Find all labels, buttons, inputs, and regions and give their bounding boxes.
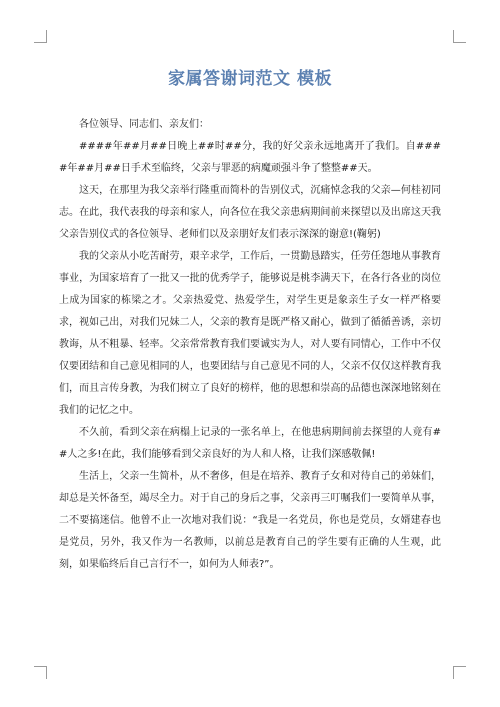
paragraph-fathers-career: 我的父亲从小吃苦耐劳，艰辛求学，工作后，一贯勤恳踏实，任劳任怨地从事教育事业，为国家培育了一批又一批的优秀学子，能够说是桃李满天下，在各行各业的岗位上成为国家的栋梁之才。父亲热爱党、热爱学生，对学生更是象亲生子女一样严格要求，视如己出，对我们兄妹二人，父亲的教育是既严格又耐心，做到了循循善诱，亲切教诲，从不粗暴、轻率。父亲常常教育我们要诚实为人，对人要有同情心，工作中不仅仅要团结和自己意见相同的人，也要团结与自己意见不同的人，父亲不仅仅这样教育我们，而且言传身教，为我们树立了良好的榜样，他的思想和崇高的品德也深深地铭刻在我们的记忆之中。 — [59, 251, 441, 416]
document-body — [59, 114, 441, 576]
page-corner-mark-bottom-right — [453, 666, 466, 679]
page-corner-mark-top-left — [34, 30, 47, 43]
paragraph-life-and-wishes: 生活上，父亲一生简朴，从不奢侈，但是在培养、教育子女和对待自己的弟妹们，却总是关怀备至，竭尽全力。对于自己的身后之事，父亲再三叮嘱我们一要简单从事，二不要搞迷信。他曾不止一次地对我们说：“我是一名党员，你也是党员，女婿建春也是党员，另外，我又作为一名教师，以前总是教育自己的学生要有正确的人生观，此刻，如果临终后自己言行不一，如何为人师表?”。 — [59, 471, 441, 570]
paragraph-death-notice: ####年##月##日晚上##时##分，我的好父亲永远地离开了我们。自####年##月##日手术至临终，父亲与罪恶的病魔顽强斗争了整整##天。 — [59, 141, 441, 174]
paragraph-thanks: 这天，在那里为我父亲举行隆重而简朴的告别仪式，沉痛悼念我的父亲—何桂初同志。在此，我代表我的母亲和家人，向各位在我父亲患病期间前来探望以及出席这天我父亲告别仪式的各位领导、老师们以及亲朋好友们表示深深的谢意!(鞠躬) — [59, 185, 441, 240]
document-title: 家属答谢词范文 模板 — [168, 69, 332, 89]
page-corner-mark-bottom-left — [34, 666, 47, 679]
salutation-paragraph: 各位领导、同志们、亲友们： — [79, 119, 209, 130]
page-corner-mark-top-right — [453, 30, 466, 43]
paragraph-visitors: 不久前，看到父亲在病榻上记录的一张名单上，在他患病期间前去探望的人竟有##人之多!在此，我们能够看到父亲良好的为人和人格，让我们深感敬佩! — [59, 427, 441, 460]
